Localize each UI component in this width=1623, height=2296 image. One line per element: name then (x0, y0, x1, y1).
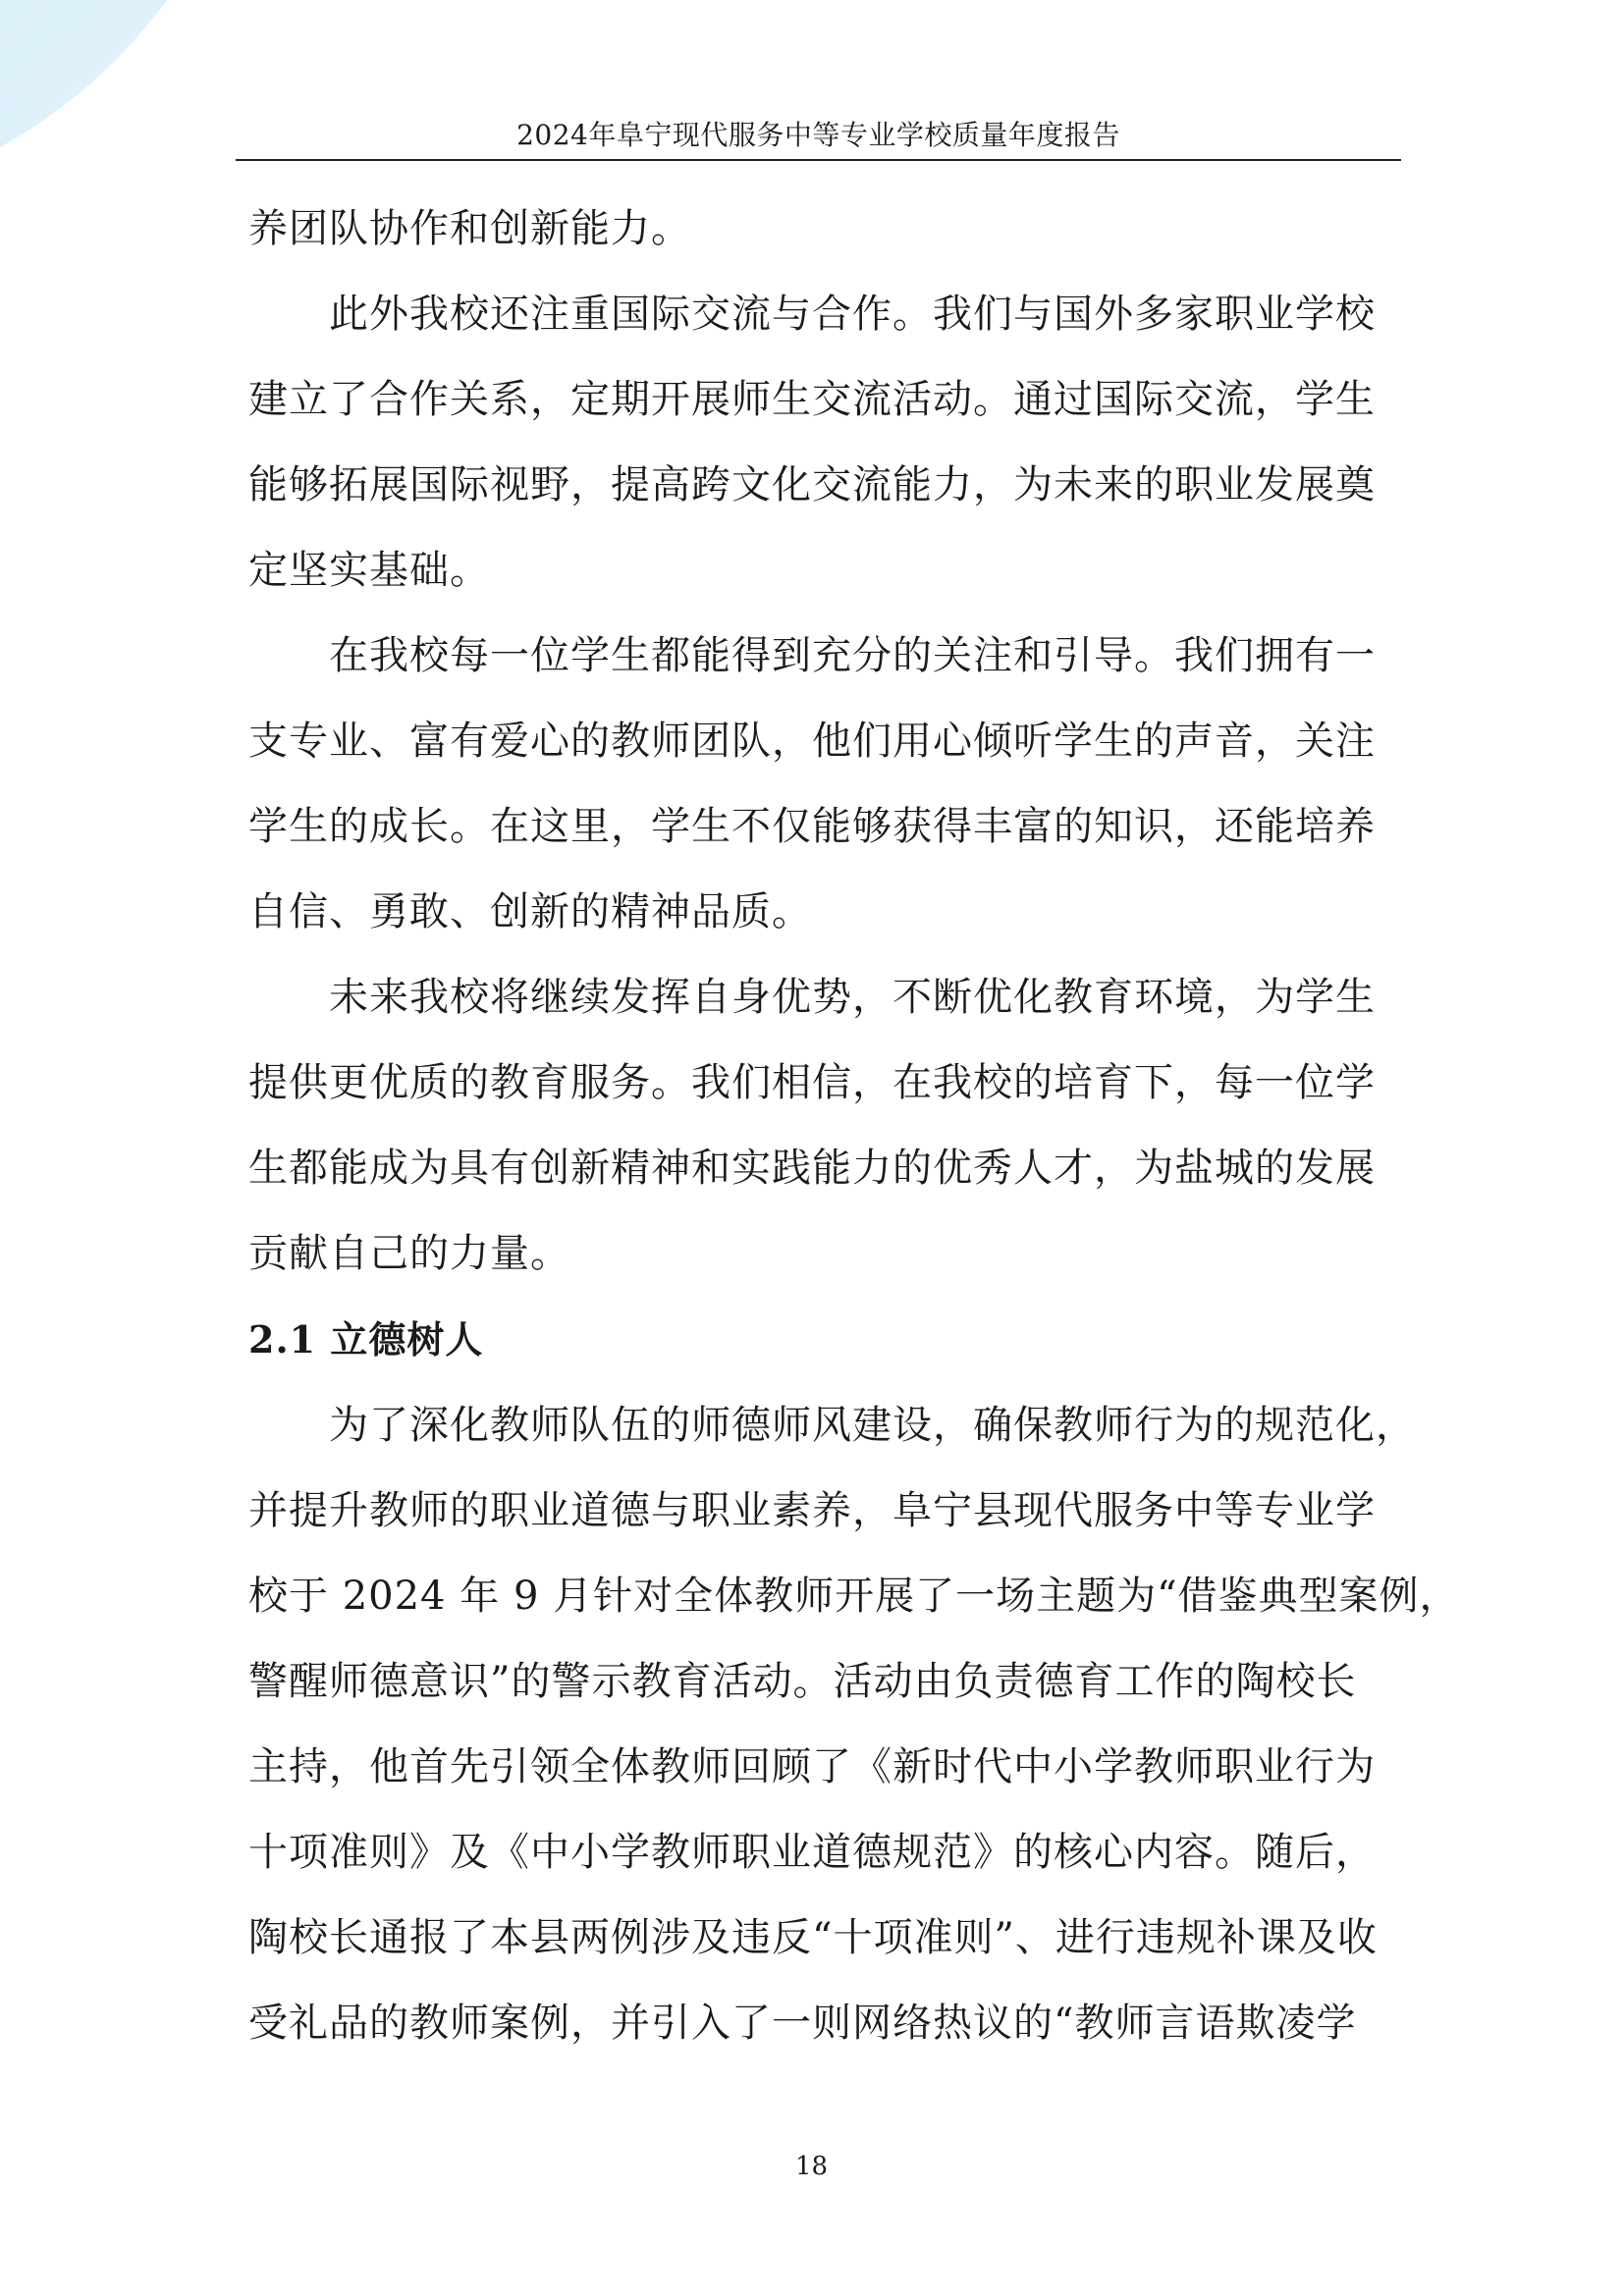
paragraph-line: 十项准则》及《中小学教师职业道德规范》的核心内容。随后， (248, 1830, 1376, 1875)
running-header: 2024年阜宁现代服务中等专业学校质量年度报告 (516, 119, 1120, 151)
paragraph-line: 学生的成长。在这里，学生不仅能够获得丰富的知识，还能培养 (248, 804, 1376, 849)
paragraph-line: 养团队协作和创新能力。 (248, 206, 691, 251)
paragraph-line: 陶校长通报了本县两例涉及违反“十项准则”、进行违规补课及收 (248, 1915, 1378, 1960)
paragraph-line: 支专业、富有爱心的教师团队，他们用心倾听学生的声音，关注 (248, 719, 1376, 764)
section-heading: 2.1 立德树人 (248, 1317, 484, 1362)
paragraph-line: 提供更优质的教育服务。我们相信，在我校的培育下，每一位学 (248, 1060, 1376, 1105)
paragraph-line: 校于 2024 年 9 月针对全体教师开展了一场主题为“借鉴典型案例， (248, 1574, 1460, 1619)
paragraph-line: 生都能成为具有创新精神和实践能力的优秀人才，为盐城的发展 (248, 1146, 1376, 1191)
paragraph-line: 受礼品的教师案例，并引入了一则网络热议的“教师言语欺凌学 (248, 2001, 1357, 2046)
paragraph-line: 未来我校将继续发挥自身优势，不断优化教育环境，为学生 (329, 975, 1376, 1020)
paragraph-line: 建立了合作关系，定期开展师生交流活动。通过国际交流，学生 (248, 377, 1376, 422)
paragraph-line: 自信、勇敢、创新的精神品质。 (248, 889, 812, 934)
paragraph-line: 警醒师德意识”的警示教育活动。活动由负责德育工作的陶校长 (248, 1659, 1357, 1704)
paragraph-line: 能够拓展国际视野，提高跨文化交流能力，为未来的职业发展奠 (248, 462, 1376, 507)
paragraph-line: 主持，他首先引领全体教师回顾了《新时代中小学教师职业行为 (248, 1744, 1376, 1789)
paragraph-line: 此外我校还注重国际交流与合作。我们与国外多家职业学校 (329, 292, 1376, 337)
corner-decoration (0, 0, 187, 167)
paragraph-line: 并提升教师的职业道德与职业素养，阜宁县现代服务中等专业学 (248, 1488, 1376, 1533)
paragraph-line: 定坚实基础。 (248, 548, 490, 593)
body-text (248, 187, 1460, 2066)
paragraph-line: 贡献自己的力量。 (248, 1231, 570, 1276)
page-number: 18 (794, 2152, 829, 2181)
header-rule (236, 159, 1401, 161)
paragraph-line: 为了深化教师队伍的师德师风建设，确保教师行为的规范化， (329, 1403, 1416, 1448)
paragraph-line: 在我校每一位学生都能得到充分的关注和引导。我们拥有一 (329, 633, 1376, 678)
